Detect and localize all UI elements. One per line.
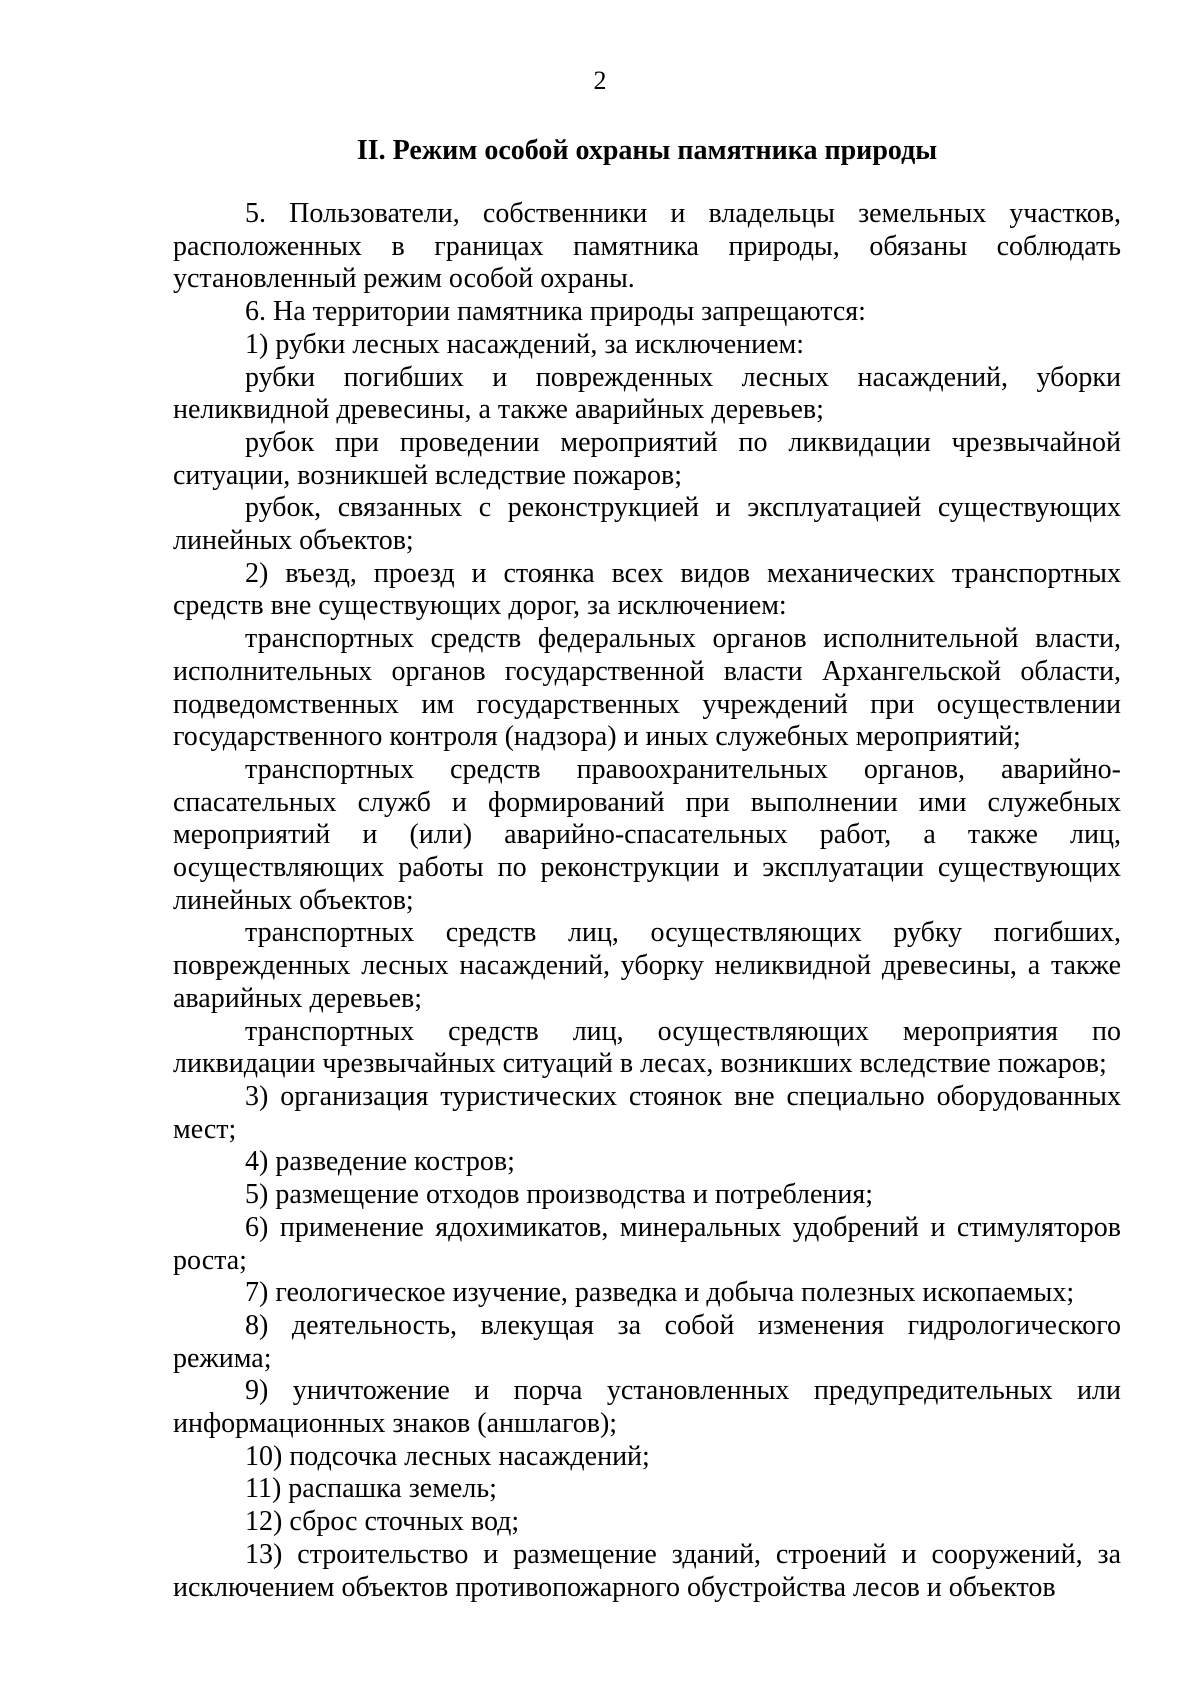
page-number: 2: [593, 66, 607, 95]
list-item-11-plowing: 11) распашка земель;: [245, 1473, 497, 1505]
list-item-10-tapping: 10) подсочка лесных насаждений;: [245, 1440, 650, 1472]
document-body: [173, 198, 1121, 1604]
list-item-4-campfires: 4) разведение костров;: [245, 1146, 515, 1178]
section-title: II. Режим особой охраны памятника природы: [356, 135, 938, 166]
exception-fire-emergency-vehicles: транспортных средств лиц, осуществляющих мероприятия по ликвидации чрезвычайных ситуаций в лесах, возникших вследствие пожаров;: [173, 1015, 1121, 1080]
list-item-7-mining: 7) геологическое изучение, разведка и добыча полезных ископаемых;: [245, 1277, 1075, 1309]
list-item-8-hydrology: 8) деятельность, влекущая за собой изменения гидрологического режима;: [173, 1309, 1121, 1374]
paragraph-5-users-obligation: 5. Пользователи, собственники и владельцы земельных участков, расположенных в границах памятника природы, обязаны соблюдать установленный режим особой охраны.: [173, 198, 1121, 295]
exception-federal-vehicles: транспортных средств федеральных органов исполнительной власти, исполнительных органов государственной власти Архангельской области, подведомственных им государственных учреждений при осуществлении государственного контроля (надзора) и иных служебных мероприятий;: [173, 623, 1121, 753]
list-item-3-tourist-camps: 3) организация туристических стоянок вне специально оборудованных мест;: [173, 1080, 1121, 1145]
exception-law-enforcement-vehicles: транспортных средств правоохранительных органов, аварийно-спасательных служб и формирований при выполнении ими служебных мероприятий и (или) аварийно-спасательных работ, а также лиц, осуществляющих работы по реконструкции и эксплуатации существующих линейных объектов;: [173, 753, 1121, 916]
list-item-1-logging: 1) рубки лесных насаждений, за исключением:: [245, 328, 805, 360]
list-item-6-chemicals: 6) применение ядохимикатов, минеральных удобрений и стимуляторов роста;: [173, 1211, 1121, 1276]
list-item-12-wastewater: 12) сброс сточных вод;: [245, 1506, 520, 1538]
list-item-13-construction: 13) строительство и размещение зданий, строений и сооружений, за исключением объектов противопожарного обустройства лесов и объектов: [173, 1538, 1121, 1603]
exception-linear-objects: рубок, связанных с реконструкцией и эксплуатацией существующих линейных объектов;: [173, 492, 1121, 557]
exception-emergency: рубок при проведении мероприятий по ликвидации чрезвычайной ситуации, возникшей вследствие пожаров;: [173, 426, 1121, 491]
list-item-9-signs: 9) уничтожение и порча установленных предупредительных или информационных знаков (аншлагов);: [173, 1375, 1121, 1440]
exception-logging-vehicles: транспортных средств лиц, осуществляющих рубку погибших, поврежденных лесных насаждений, уборку неликвидной древесины, а также аварийных деревьев;: [173, 917, 1121, 1014]
list-item-5-waste: 5) размещение отходов производства и потребления;: [245, 1179, 874, 1211]
list-item-2-vehicles: 2) въезд, проезд и стоянка всех видов механических транспортных средств вне существующих дорог, за исключением:: [173, 557, 1121, 622]
paragraph-6-prohibitions-intro: 6. На территории памятника природы запрещаются:: [245, 296, 866, 328]
exception-dead-trees: рубки погибших и поврежденных лесных насаждений, уборки неликвидной древесины, а также аварийных деревьев;: [173, 361, 1121, 426]
